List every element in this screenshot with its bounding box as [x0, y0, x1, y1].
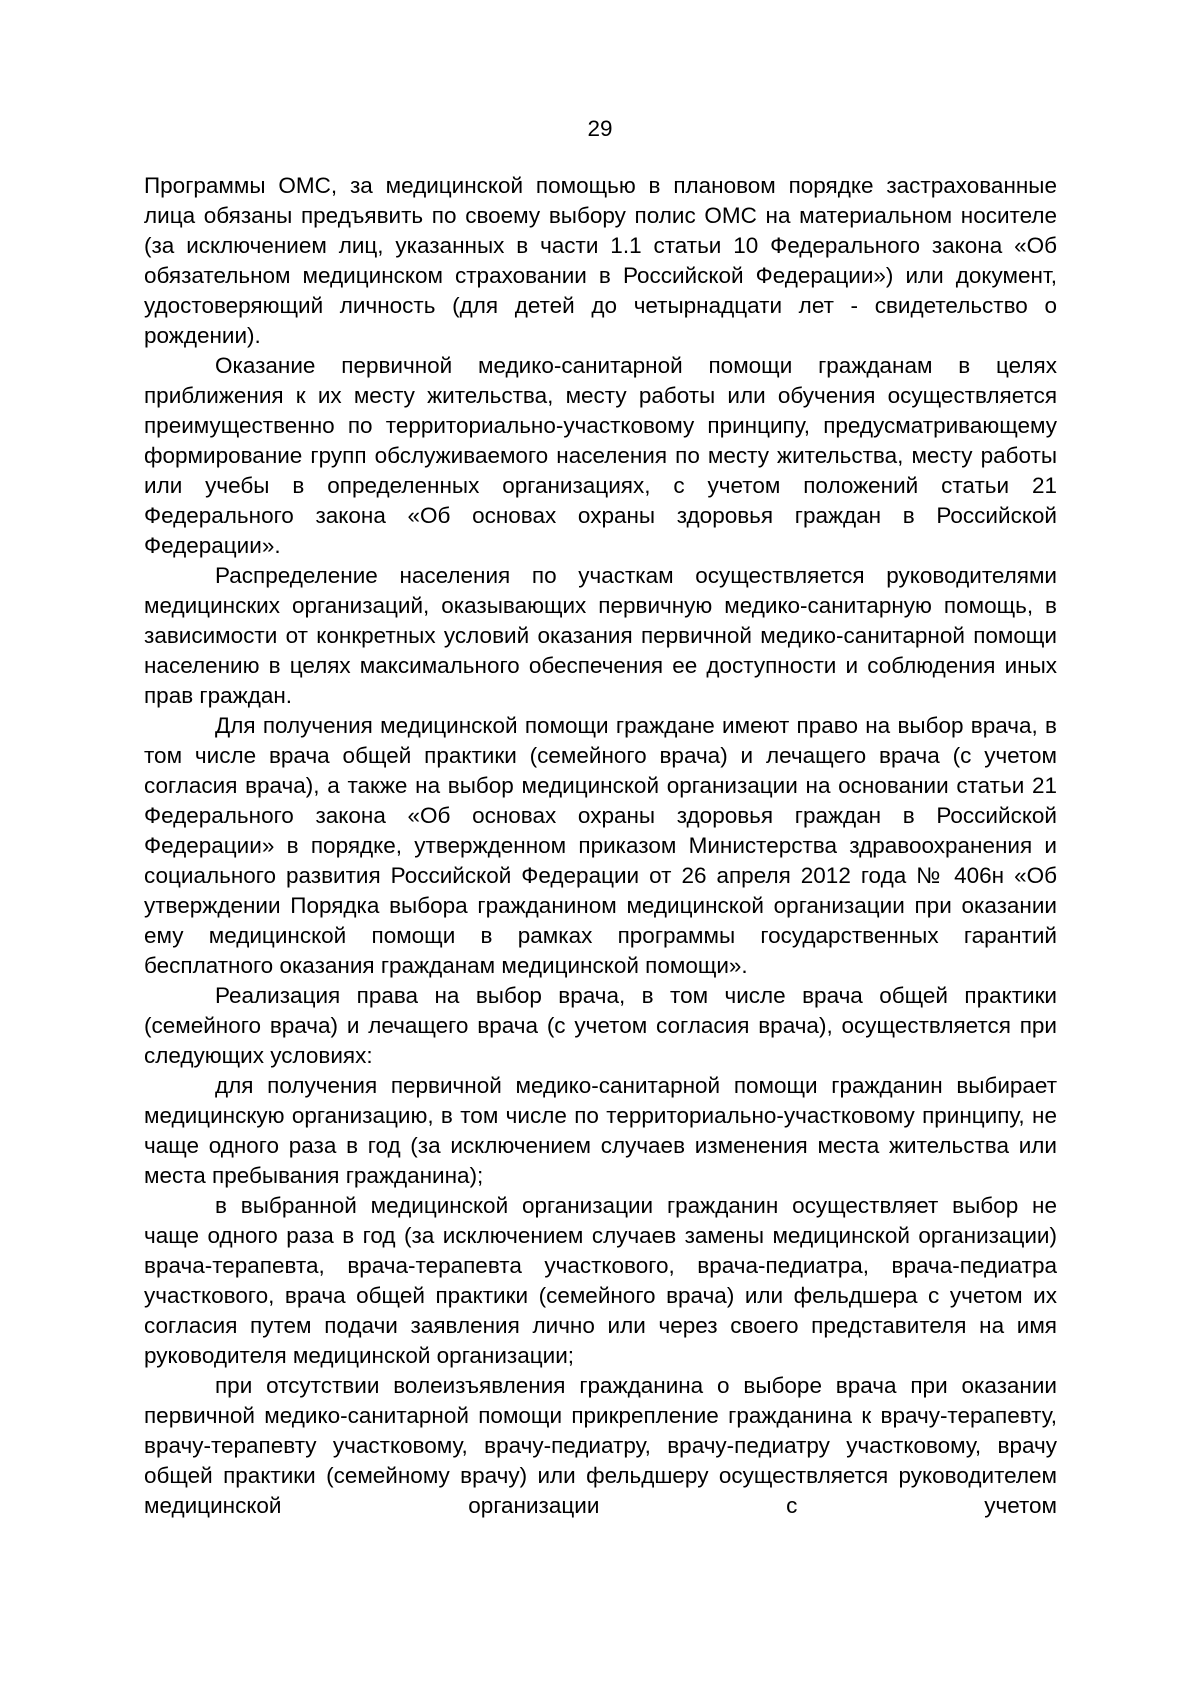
body-text	[144, 171, 1057, 1521]
paragraph-conditions-intro: Реализация права на выбор врача, в том числе врача общей практики (семейного врача) и лечащего врача (с учетом согласия врача), осуществляется при следующих условиях:	[144, 983, 1057, 1068]
paragraph-population-distribution: Распределение населения по участкам осуществляется руководителями медицинских организаций, оказывающих первичную медико-санитарную помощь, в зависимости от конкретных условий оказания первичной медико-санитарной помощи населению в целях максимального обеспечения ее доступности и соблюдения иных прав граждан.	[144, 563, 1057, 708]
page-number: 29	[587, 116, 613, 141]
paragraph-choice-of-doctor: Для получения медицинской помощи граждане имеют право на выбор врача, в том числе врача общей практики (семейного врача) и лечащего врача (с учетом согласия врача), а также на выбор медицинской организации на основании статьи 21 Федерального закона «Об основах охраны здоровья граждан в Российской Федерации» в порядке, утвержденном приказом Министерства здравоохранения и социального развития Российской Федерации от 26 апреля 2012 года № 406н «Об утверждении Порядка выбора гражданином медицинской организации при оказании ему медицинской помощи в рамках программы государственных гарантий бесплатного оказания гражданам медицинской помощи».	[144, 713, 1057, 978]
paragraph-condition-doctor: в выбранной медицинской организации гражданин осуществляет выбор не чаще одного раза в год (за исключением случаев замены медицинской организации) врача-терапевта, врача-терапевта участкового, врача-педиатра, врача-педиатра участкового, врача общей практики (семейного врача) или фельдшера с учетом их согласия путем подачи заявления лично или через своего представителя на имя руководителя медицинской организации;	[144, 1193, 1057, 1368]
paragraph-condition-no-choice: при отсутствии волеизъявления гражданина о выборе врача при оказании первичной медико-санитарной помощи прикрепление гражданина к врачу-терапевту, врачу-терапевту участковому, врачу-педиатру, врачу-педиатру участковому, врачу общей практики (семейному врачу) или фельдшеру осуществляется руководителем медицинской организации с учетом	[144, 1373, 1057, 1518]
paragraph-oms-policy: Программы ОМС, за медицинской помощью в плановом порядке застрахованные лица обязаны предъявить по своему выбору полис ОМС на материальном носителе (за исключением лиц, указанных в части 1.1 статьи 10 Федерального закона «Об обязательном медицинском страховании в Российской Федерации») или документ, удостоверяющий личность (для детей до четырнадцати лет - свидетельство о рождении).	[144, 173, 1057, 348]
paragraph-territorial-principle: Оказание первичной медико-санитарной помощи гражданам в целях приближения к их месту жительства, месту работы или обучения осуществляется преимущественно по территориально-участковому принципу, предусматривающему формирование групп обслуживаемого населения по месту жительства, месту работы или учебы в определенных организациях, с учетом положений статьи 21 Федерального закона «Об основах охраны здоровья граждан в Российской Федерации».	[144, 353, 1057, 558]
paragraph-condition-organization: для получения первичной медико-санитарной помощи гражданин выбирает медицинскую организацию, в том числе по территориально-участковому принципу, не чаще одного раза в год (за исключением случаев изменения места жительства или места пребывания гражданина);	[144, 1073, 1057, 1188]
